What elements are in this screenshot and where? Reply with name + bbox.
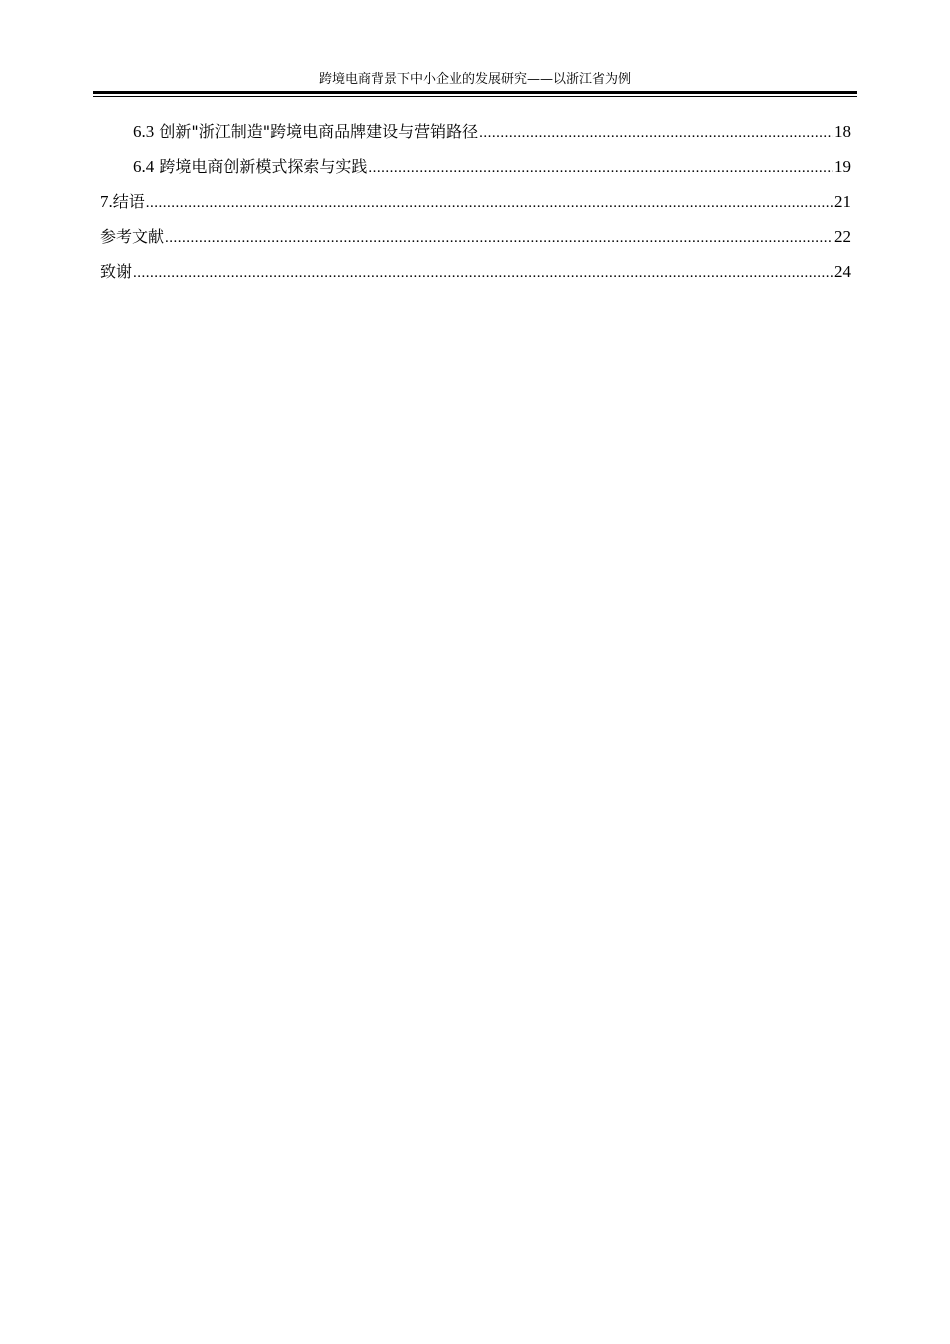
table-of-contents — [100, 117, 851, 292]
dot-leader — [146, 188, 833, 218]
toc-entry-number: 6.4 — [133, 157, 155, 176]
dot-leader — [479, 118, 833, 148]
toc-entry[interactable] — [100, 117, 851, 152]
running-header: 跨境电商背景下中小企业的发展研究——以浙江省为例 — [318, 72, 631, 87]
toc-entry-title — [100, 222, 164, 252]
toc-entry-text: 跨境电商创新模式探索与实践 — [159, 157, 368, 176]
toc-entry[interactable] — [100, 222, 851, 257]
dot-leader — [368, 153, 833, 183]
header-rule-thick — [93, 91, 857, 94]
header-rule-thin — [93, 96, 857, 97]
toc-entry[interactable] — [100, 152, 851, 187]
dot-leader — [165, 223, 833, 253]
toc-entry-number: 7. — [100, 192, 113, 211]
toc-entry[interactable] — [100, 187, 851, 222]
toc-entry-page: 18 — [834, 122, 851, 141]
toc-entry-title — [133, 117, 478, 147]
toc-entry-page: 19 — [834, 157, 851, 176]
toc-entry[interactable] — [100, 257, 851, 292]
toc-entry-page: 24 — [834, 262, 851, 281]
toc-entry-page: 22 — [834, 227, 851, 246]
toc-entry-text: 致谢 — [100, 262, 133, 281]
toc-entry-text: 结语 — [112, 192, 145, 211]
toc-entry-text: 参考文献 — [100, 227, 165, 246]
toc-entry-title — [133, 152, 367, 182]
toc-entry-title — [100, 257, 132, 287]
dot-leader — [133, 258, 833, 288]
toc-entry-title — [100, 187, 145, 217]
toc-entry-number: 6.3 — [133, 122, 155, 141]
toc-entry-page: 21 — [834, 192, 851, 211]
toc-entry-text: 创新"浙江制造"跨境电商品牌建设与营销路径 — [159, 122, 479, 141]
